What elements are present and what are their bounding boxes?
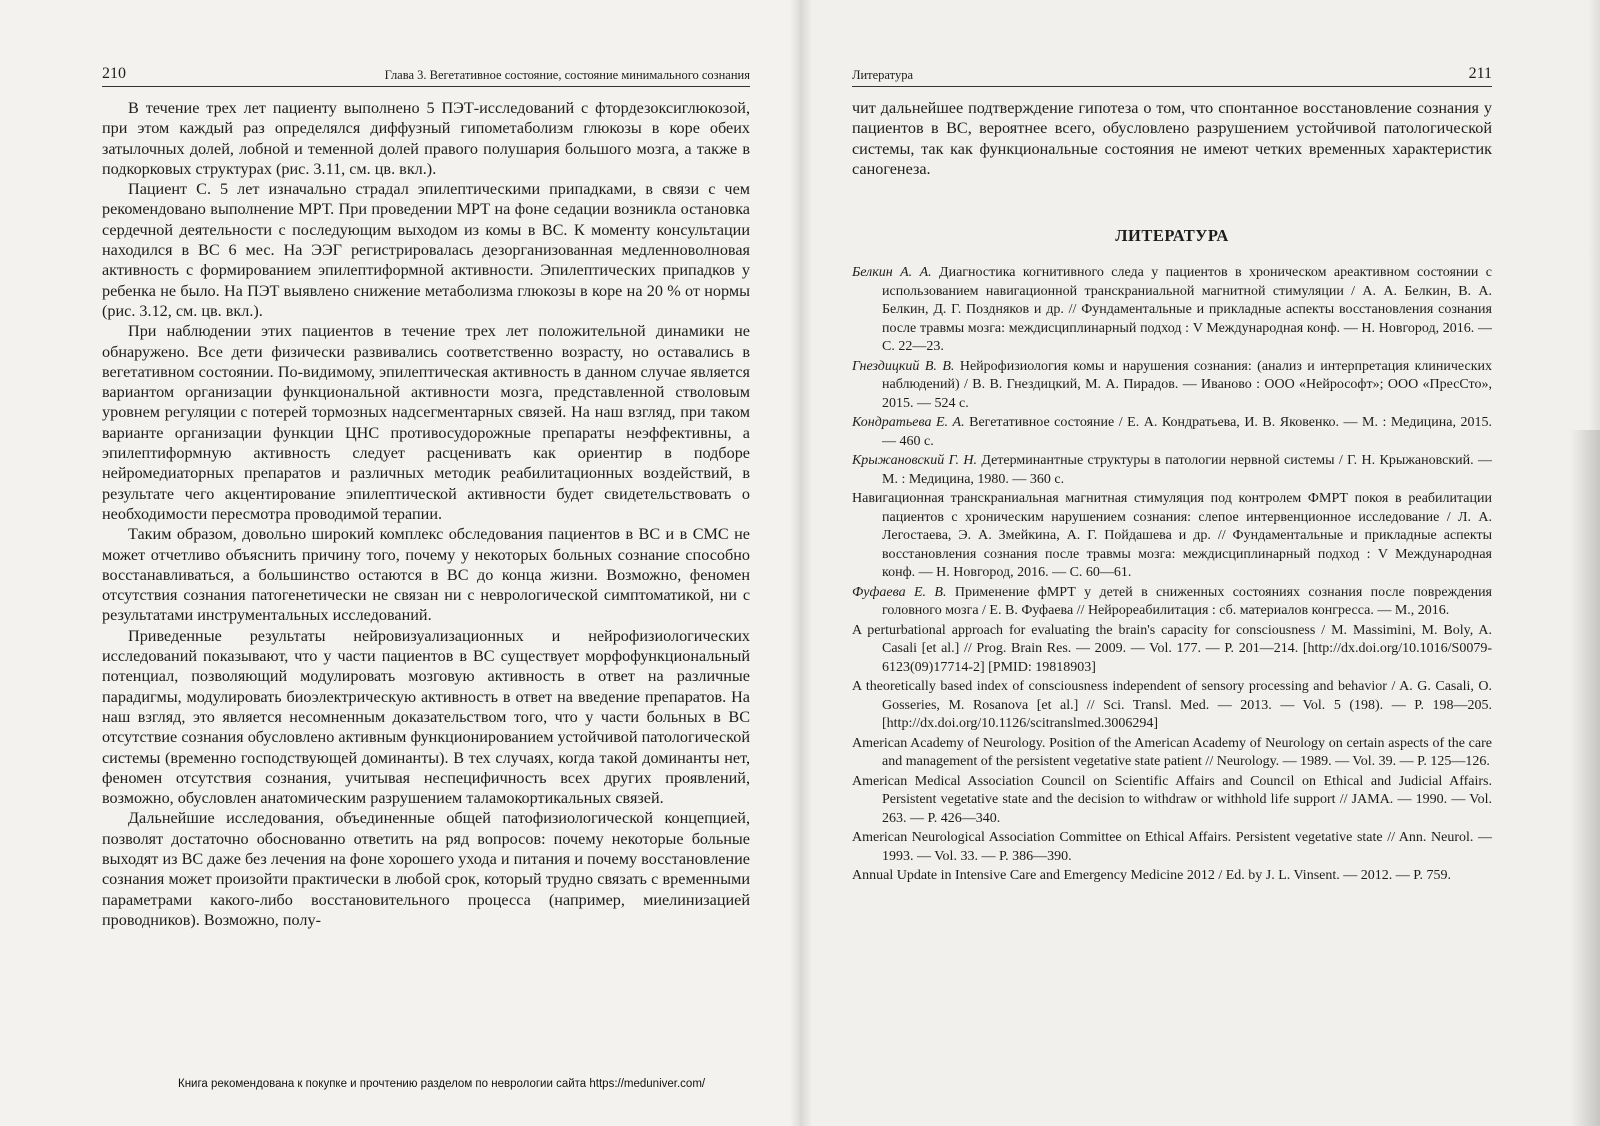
right-page bbox=[800, 0, 1600, 1126]
paragraph: Таким образом, довольно широкий комплекс обследования пациентов в ВС и в СМС не может отчетливо объяснить причину того, почему у некоторых больных сознание способно восстанавливаться, а большинство остаются в ВС до конца жизни. Возможно, феномен отсутствия сознания патогенетически не связан ни с неврологической симптоматикой, ни с результатами инструментальных исследований. bbox=[102, 525, 750, 625]
reference-text: Навигационная транскраниальная магнитная стимуляция под контролем ФМРТ покоя в реабилитации пациентов с хроническим нарушением сознания: слепое интервенционное исследование / Л. А. Легостаева, Э. А. Змейкина, А. Г. Пойдашева и др. // Фундаментальные и прикладные аспекты восстановления сознания после травмы мозга: междисциплинарный подход : V Международная конф. — Н. Новгород, 2016. — С. 60—61. bbox=[852, 491, 1492, 580]
paragraph-continuation: чит дальнейшее подтверждение гипотеза о том, что спонтанное восстановление сознания у пациентов в ВС, вероятнее всего, обусловлено разрушением устойчивой патологической системы, так как функциональные состояния не имеют четких временных характеристик саногенеза. bbox=[852, 99, 1492, 178]
book-gutter bbox=[790, 0, 812, 1126]
section-running-title: Литература bbox=[852, 68, 913, 82]
reference-item bbox=[852, 678, 1492, 734]
reference-item bbox=[852, 735, 1492, 772]
reference-author: Кондратьева Е. А. bbox=[852, 415, 965, 430]
chapter-title: Глава 3. Вегетативное состояние, состояние минимального сознания bbox=[384, 68, 750, 82]
paragraph: Пациент С. 5 лет изначально страдал эпилептическими припадками, в связи с чем рекомендовано выполнение МРТ. При проведении МРТ на фоне седации возникла остановка сердечной деятельности с последующим выходом из комы в ВС. К моменту консультации находился в ВС 6 мес. На ЭЭГ регистрировалась дезорганизованная медленноволновая активность с формированием эпилептиформной активности. Эпилептических припадков у ребенка не было. На ПЭТ выявлено снижение метаболизма глюкозы в коре на 20 % от нормы (рис. 3.12, см. цв. вкл.). bbox=[102, 180, 750, 320]
reference-list bbox=[852, 264, 1492, 887]
reference-text: Диагностика когнитивного следа у пациентов в хроническом ареактивном состоянии с использованием навигационной транскраниальной магнитной стимуляции / А. А. Белкин, В. А. Белкин, Д. Г. Поздняков и др. // Фундаментальные и прикладные аспекты восстановления сознания после травмы мозга: междисциплинарный подход : V Международная конф. — Н. Новгород, 2016. — С. 22—23. bbox=[882, 265, 1492, 354]
page-number-right: 211 bbox=[1468, 65, 1492, 82]
reference-text: A theoretically based index of consciousness independent of sensory processing and behavior / A. G. Casali, O. Gosseries, M. Rosanova [et al.] // Sci. Transl. Med. — 2013. — Vol. 5 (198). — P. 198—205. [http://dx.doi.org/10.1126/scitranslmed.3006294] bbox=[852, 679, 1492, 731]
paragraph: При наблюдении этих пациентов в течение трех лет положительной динамики не обнаружено. Все дети физически развивались соответственно возрасту, но оставались в вегетативном состоянии. По-видимому, эпилептическая активность в данном случае является вариантом организации функциональной активности мозга, представленной стволовым уровнем регуляции с потерей тормозных надсегментарных связей. На наш взгляд, при таком варианте организации функции ЦНС противосудорожные препараты неэффективны, а эпилептиформную активность следует расценивать как ориентир в подборе нейромедиаторных препаратов и различных методик реабилитационных воздействий, в результате чего акцентирование эпилептической активности будет свидетельствовать о необходимости пересмотра проводимой терапии. bbox=[102, 322, 750, 523]
references-heading: ЛИТЕРАТУРА bbox=[1115, 226, 1229, 245]
reference-item bbox=[852, 358, 1492, 414]
running-head-right bbox=[852, 64, 1492, 87]
left-body-text bbox=[102, 98, 750, 930]
reference-item bbox=[852, 773, 1492, 829]
running-head-left bbox=[102, 64, 750, 87]
page-edge-shadow bbox=[1570, 430, 1600, 1126]
reference-author: Крыжановский Г. Н. bbox=[852, 453, 977, 468]
reference-text: Детерминантные структуры в патологии нервной системы / Г. Н. Крыжановский. — М. : Медицина, 1980. — 360 с. bbox=[882, 453, 1492, 487]
paragraph: Дальнейшие исследования, объединенные общей патофизиологической концепцией, позволят достаточно обоснованно ответить на ряд вопросов: почему некоторые больные выходят из ВС даже без лечения на фоне хорошего ухода и питания и почему восстановление сознания может произойти практически в любой срок, который трудно связать с временными параметрами какого-либо восстановительного процесса (например, миелинизацией проводников). Возможно, полу- bbox=[102, 809, 750, 929]
paragraph: Приведенные результаты нейровизуализационных и нейрофизиологических исследований показывают, что у части пациентов в ВС существует морфофункциональный потенциал, позволяющий модулировать мозговую активность в ответ на различные парадигмы, модулировать биоэлектрическую активность в ответ на введение препаратов. На наш взгляд, это является несомненным доказательством того, что у части больных в ВС отсутствие сознания обусловлено активным функционированием устойчивой патологической системы (временно господствующей доминанты). В тех случаях, когда такой доминанты нет, феномен отсутствия сознания, учитывая неспецифичность всех других проявлений, возможно, обусловлен анатомическим разрушением таламокортикальных связей. bbox=[102, 626, 750, 808]
page-number-left: 210 bbox=[102, 65, 126, 82]
reference-item bbox=[852, 829, 1492, 866]
reference-author: Белкин А. А. bbox=[852, 265, 932, 280]
reference-text: Annual Update in Intensive Care and Emergency Medicine 2012 / Ed. by J. L. Vinsent. — 2012. — P. 759. bbox=[852, 868, 1451, 883]
reference-author: Гнездицкий В. В. bbox=[852, 358, 955, 374]
reference-text: Нейрофизиология комы и нарушения сознания: (анализ и интерпретация клинических наблюдений) / В. В. Гнездицкий, М. А. Пирадов. — Иваново : ООО «Нейрософт»; ООО «ПресСто», 2015. — 524 с. bbox=[882, 358, 1492, 411]
reference-text: American Academy of Neurology. Position of the American Academy of Neurology on certain aspects of the care and management of the persistent vegetative state patient // Neurology. — 1989. — Vol. 39. — P. 125—126. bbox=[852, 735, 1492, 769]
footer-note: Книга рекомендована к покупке и прочтению разделом по неврологии сайта https://meduniver.com/ bbox=[178, 1078, 706, 1090]
reference-item bbox=[852, 584, 1492, 621]
reference-text: Вегетативное состояние / Е. А. Кондратьева, И. В. Яковенко. — М. : Медицина, 2015. — 460 с. bbox=[882, 415, 1493, 449]
reference-item bbox=[852, 622, 1492, 678]
reference-item bbox=[852, 490, 1492, 583]
reference-text: A perturbational approach for evaluating the brain's capacity for consciousness / M. Massimini, M. Boly, A. Casali [et al.] // Prog. Brain Res. — 2009. — Vol. 177. — P. 201—214. [http://dx.doi.org/10.1016/S0079-6123(09)17714-2] [PMID: 19818903] bbox=[852, 622, 1492, 675]
page-edge-shadow bbox=[1588, 0, 1600, 430]
reference-author: Фуфаева Е. В. bbox=[852, 584, 947, 600]
reference-item bbox=[852, 264, 1492, 357]
right-body-text bbox=[852, 98, 1492, 179]
reference-item bbox=[852, 452, 1492, 489]
reference-text: American Medical Association Council on Scientific Affairs and Council on Ethical and Judicial Affairs. Persistent vegetative state and the decision to withdraw or withhold life support // JAMA. — 1990. — Vol. 263. — P. 426—340. bbox=[852, 773, 1492, 826]
reference-item bbox=[852, 414, 1492, 451]
paragraph: В течение трех лет пациенту выполнено 5 ПЭТ-исследований с фтордезоксиглюкозой, при этом каждый раз определялся диффузный гипометаболизм глюкозы в коре обеих затылочных долей, лобной и теменной долей правого полушария большого мозга, а также в подкорковых структурах (рис. 3.11, см. цв. вкл.). bbox=[102, 99, 750, 178]
reference-text: American Neurological Association Committee on Ethical Affairs. Persistent vegetative state // Ann. Neurol. — 1993. — Vol. 33. — P. 386—390. bbox=[852, 830, 1492, 864]
reference-text: Применение фМРТ у детей в сниженных состояниях сознания после повреждения головного мозга / Е. В. Фуфаева // Нейрореабилитация : сб. материалов конгресса. — М., 2016. bbox=[882, 584, 1493, 618]
reference-item bbox=[852, 867, 1492, 886]
